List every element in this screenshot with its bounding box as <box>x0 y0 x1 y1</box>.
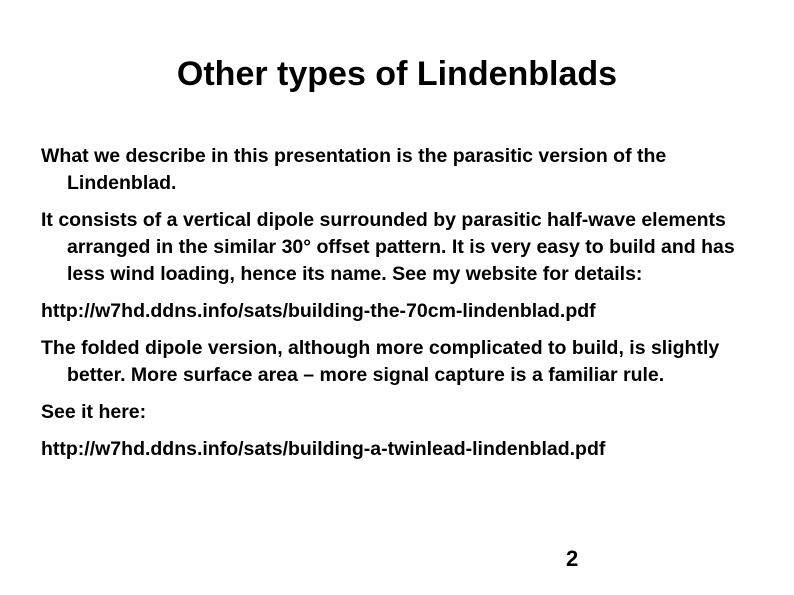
slide-body <box>41 143 761 473</box>
link-70cm-lindenblad[interactable]: http://w7hd.ddns.info/sats/building-the-70cm-lindenblad.pdf <box>41 300 596 322</box>
slide-title: Other types of Lindenblads <box>176 55 618 93</box>
paragraph-see-it-here: See it here: <box>41 401 147 423</box>
paragraph-parasitic-intro: What we describe in this presentation is the parasitic version of the Lindenblad. <box>41 145 667 194</box>
paragraph-folded-dipole: The folded dipole version, although more complicated to build, is slightly better. More surface area – more signal capture is a familiar rule. <box>41 337 720 386</box>
page-number: 2 <box>566 546 579 571</box>
link-twinlead-lindenblad[interactable]: http://w7hd.ddns.info/sats/building-a-twinlead-lindenblad.pdf <box>41 438 606 460</box>
paragraph-parasitic-description: It consists of a vertical dipole surrounded by parasitic half-wave elements arranged in the similar 30° offset pattern. It is very easy to build and has less wind loading, hence its name. See my website for details: <box>41 209 735 285</box>
